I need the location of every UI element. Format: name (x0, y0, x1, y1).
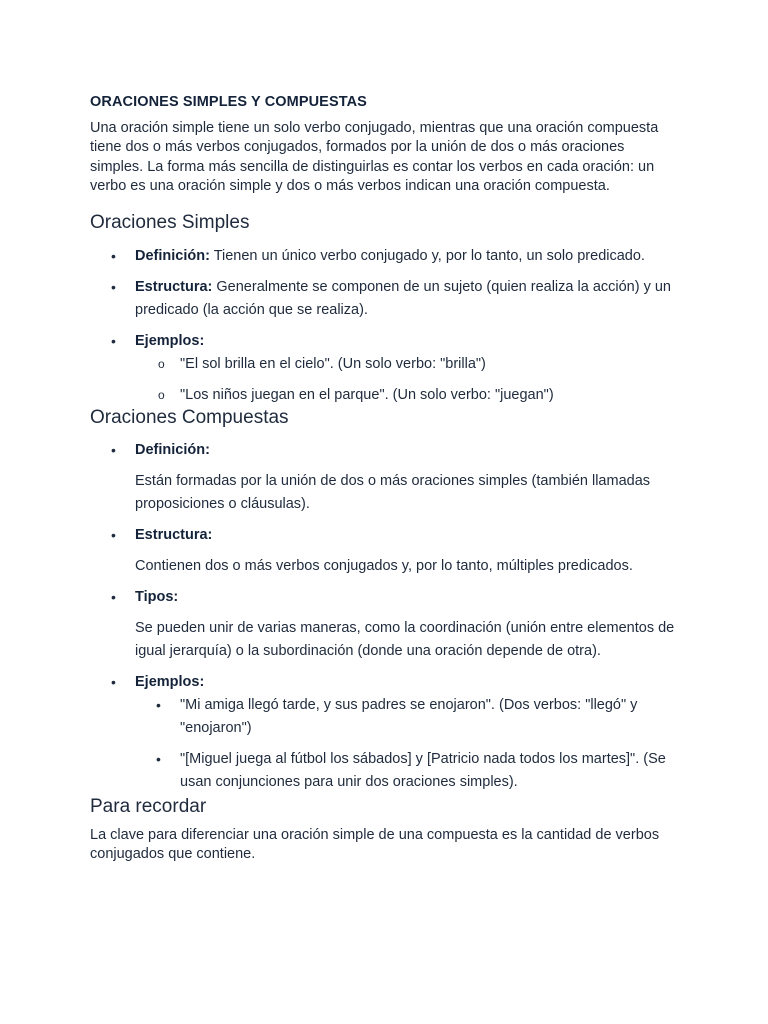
item-label: Definición: (135, 441, 210, 458)
item-label: Estructura: (135, 526, 213, 543)
sub-list (135, 694, 678, 794)
item-label: Definición: (135, 247, 210, 264)
item-text: Contienen dos o más verbos conjugados y, por lo tanto, múltiples predicados. (135, 557, 633, 574)
item-text: Generalmente se componen de un sujeto (quien realiza la acción) y un predicado (la acción que se realiza). (135, 278, 671, 318)
item-text: Están formadas por la unión de dos o más oraciones simples (también llamadas proposiciones o cláusulas). (135, 472, 651, 512)
list-item (90, 524, 678, 578)
list-item (90, 245, 678, 268)
list-item (90, 439, 678, 516)
item-label: Ejemplos: (135, 332, 205, 349)
sub-list (135, 353, 678, 407)
item-text: Se pueden unir de varias maneras, como la coordinación (unión entre elementos de igual jerarquía) o la subordinación (donde una oración depende de otra). (135, 619, 675, 659)
section-heading-recordar: Para recordar (90, 795, 207, 817)
list-item (90, 586, 678, 663)
closing-paragraph: La clave para diferenciar una oración simple de una compuesta es la cantidad de verbos conjugados que contiene. (90, 826, 660, 862)
list-item (90, 330, 678, 407)
sub-list-item: • "Mi amiga llegó tarde, y sus padres se enojaron". (Dos verbos: "llegó" y "enojaron") (135, 694, 678, 740)
intro-paragraph: Una oración simple tiene un solo verbo conjugado, mientras que una oración compuesta tiene dos o más verbos conjugados, formados por la unión de dos o más oraciones simples. La forma más sencilla de distinguirlas es contar los verbos en cada oración: un verbo es una oración simple y dos o más verbos indican una oración compuesta. (90, 120, 659, 195)
sub-list-item: o "El sol brilla en el cielo". (Un solo verbo: "brilla") (135, 353, 678, 376)
item-label: Ejemplos: (135, 673, 205, 690)
document-title: ORACIONES SIMPLES Y COMPUESTAS (90, 94, 367, 110)
item-label: Estructura: (135, 278, 213, 295)
section-heading-simples: Oraciones Simples (90, 211, 250, 233)
item-text: Tienen un único verbo conjugado y, por lo tanto, un solo predicado. (209, 247, 645, 264)
section-heading-compuestas: Oraciones Compuestas (90, 406, 289, 428)
item-label: Tipos: (135, 588, 179, 605)
list-item (90, 276, 678, 322)
sub-list-item: o "Los niños juegan en el parque". (Un solo verbo: "juegan") (135, 384, 678, 407)
simples-list (90, 245, 678, 407)
list-item (90, 671, 678, 794)
compuestas-list (90, 439, 678, 794)
sub-list-item: • "[Miguel juega al fútbol los sábados] y [Patricio nada todos los martes]". (Se usan conjunciones para unir dos oraciones simples). (135, 748, 678, 794)
